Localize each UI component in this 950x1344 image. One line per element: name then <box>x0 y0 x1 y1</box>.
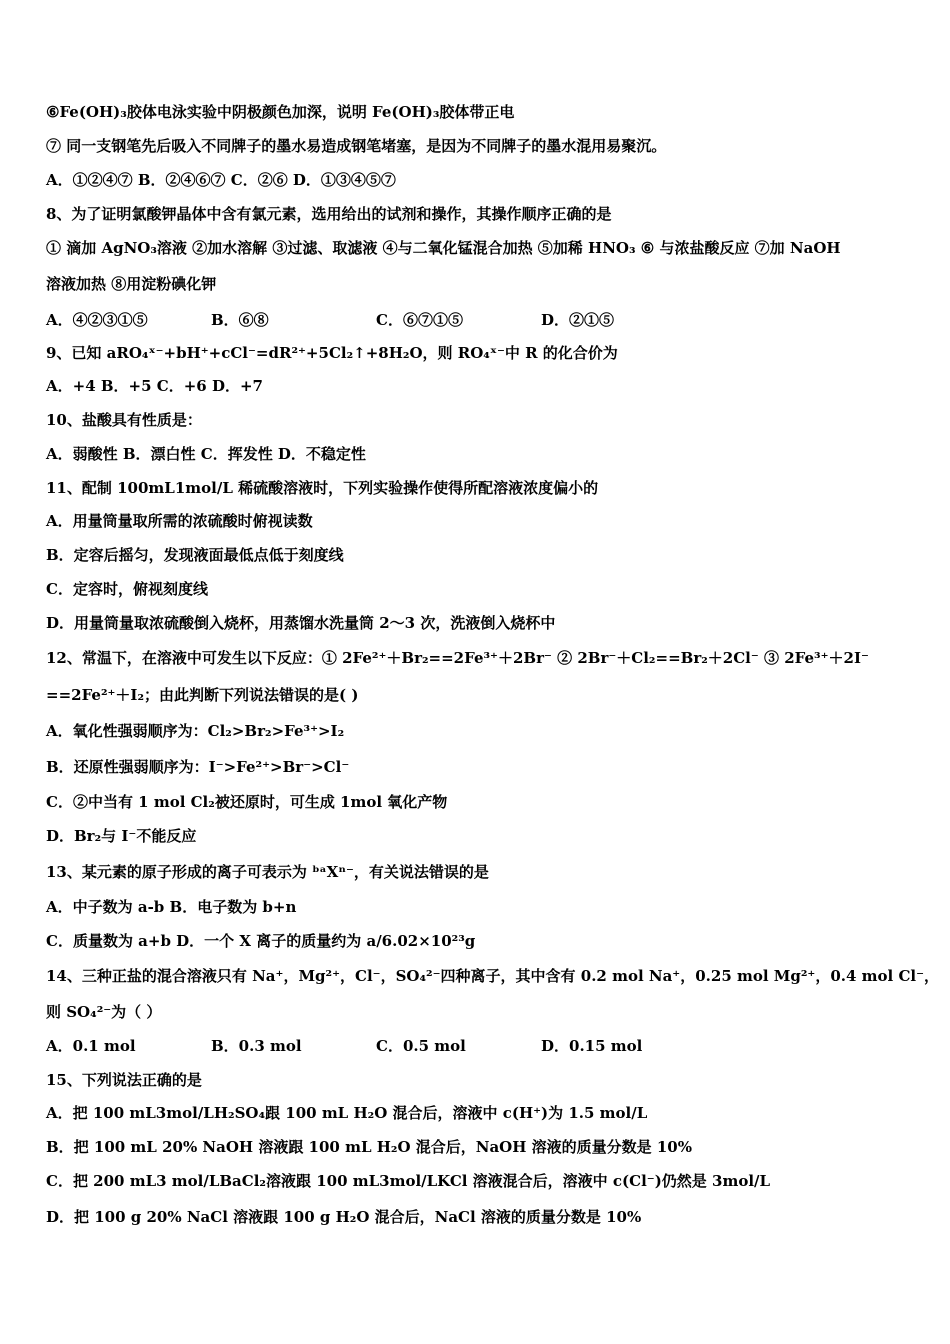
q14-option-b: B．0.3 mol <box>211 1037 302 1055</box>
q8-option-a: A．④②③①⑤ <box>46 311 148 329</box>
q10-options: A．弱酸性 B．漂白性 C．挥发性 D．不稳定性 <box>46 445 366 463</box>
q11-option-d: D．用量筒量取浓硫酸倒入烧杯，用蒸馏水洗量筒 2～3 次，洗液倒入烧杯中 <box>46 614 556 632</box>
q11-option-a: A．用量筒量取所需的浓硫酸时俯视读数 <box>46 512 313 530</box>
q10-stem: 10、盐酸具有性质是： <box>46 411 202 429</box>
q15-option-a: A．把 100 mL3mol/LH₂SO₄跟 100 mL H₂O 混合后，溶液中 c(H⁺)为 1.5 mol/L <box>46 1104 648 1122</box>
q12-option-b: B．还原性强弱顺序为：I⁻>Fe²⁺>Br⁻>Cl⁻ <box>46 758 350 776</box>
q8-option-c: C．⑥⑦①⑤ <box>376 311 463 329</box>
q13-stem: 13、某元素的原子形成的离子可表示为 ᵇᵃXⁿ⁻，有关说法错误的是 <box>46 863 489 881</box>
q13-options-cd: C．质量数为 a+b D．一个 X 离子的质量约为 a/6.02×10²³g <box>46 932 476 950</box>
q15-option-b: B．把 100 mL 20% NaOH 溶液跟 100 mL H₂O 混合后，NaOH 溶液的质量分数是 10% <box>46 1138 692 1156</box>
q11-option-c: C．定容时，俯视刻度线 <box>46 580 208 598</box>
q12-stem-1: 12、常温下，在溶液中可发生以下反应：① 2Fe²⁺＋Br₂==2Fe³⁺＋2Br⁻ ② 2Br⁻＋Cl₂==Br₂＋2Cl⁻ ③ 2Fe³⁺＋2I⁻ <box>46 649 869 667</box>
q7-statement-7: ⑦ 同一支钢笔先后吸入不同牌子的墨水易造成钢笔堵塞，是因为不同牌子的墨水混用易聚沉。 <box>46 137 667 155</box>
q8-option-b: B．⑥⑧ <box>211 311 269 329</box>
q8-stem: 8、为了证明氯酸钾晶体中含有氯元素，选用给出的试剂和操作，其操作顺序正确的是 <box>46 205 612 223</box>
q13-options-ab: A．中子数为 a-b B．电子数为 b+n <box>46 898 297 916</box>
q8-options <box>46 310 910 330</box>
q14-option-a: A．0.1 mol <box>46 1037 136 1055</box>
q11-option-b: B．定容后摇匀，发现液面最低点低于刻度线 <box>46 546 344 564</box>
q14-stem-2: 则 SO₄²⁻为（ ） <box>46 1003 162 1021</box>
q8-operations-2: 溶液加热 ⑧用淀粉碘化钾 <box>46 275 217 293</box>
q9-stem: 9、已知 aRO₄ˣ⁻+bH⁺+cCl⁻=dR²⁺+5Cl₂↑+8H₂O，则 RO₄ˣ⁻中 R 的化合价为 <box>46 344 618 362</box>
q9-options: A．+4 B．+5 C．+6 D．+7 <box>46 377 263 395</box>
q12-option-a: A．氧化性强弱顺序为：Cl₂>Br₂>Fe³⁺>I₂ <box>46 722 345 740</box>
q14-option-c: C．0.5 mol <box>376 1037 466 1055</box>
q14-options <box>46 1036 910 1056</box>
q15-stem: 15、下列说法正确的是 <box>46 1071 202 1089</box>
q8-option-d: D．②①⑤ <box>541 311 615 329</box>
q15-option-d: D．把 100 g 20% NaCl 溶液跟 100 g H₂O 混合后，NaCl 溶液的质量分数是 10% <box>46 1208 642 1226</box>
q14-option-d: D．0.15 mol <box>541 1037 643 1055</box>
q8-operations-1: ① 滴加 AgNO₃溶液 ②加水溶解 ③过滤、取滤液 ④与二氧化锰混合加热 ⑤加稀 HNO₃ ⑥ 与浓盐酸反应 ⑦加 NaOH <box>46 239 841 257</box>
q14-stem-1: 14、三种正盐的混合溶液只有 Na⁺，Mg²⁺，Cl⁻，SO₄²⁻四种离子，其中含有 0.2 mol Na⁺，0.25 mol Mg²⁺，0.4 mol Cl⁻， <box>46 967 940 985</box>
q15-option-c: C．把 200 mL3 mol/LBaCl₂溶液跟 100 mL3mol/LKCl 溶液混合后，溶液中 c(Cl⁻)仍然是 3mol/L <box>46 1172 771 1190</box>
q12-option-d: D．Br₂与 I⁻不能反应 <box>46 827 197 845</box>
q11-stem: 11、配制 100mL1mol/L 稀硫酸溶液时，下列实验操作使得所配溶液浓度偏小的 <box>46 479 599 497</box>
q7-statement-6: ⑥Fe(OH)₃胶体电泳实验中阴极颜色加深，说明 Fe(OH)₃胶体带正电 <box>46 103 515 121</box>
q7-options: A．①②④⑦ B．②④⑥⑦ C．②⑥ D．①③④⑤⑦ <box>46 171 396 189</box>
q12-stem-2: ==2Fe²⁺＋I₂；由此判断下列说法错误的是( ) <box>46 686 359 704</box>
q12-option-c: C．②中当有 1 mol Cl₂被还原时，可生成 1mol 氧化产物 <box>46 793 448 811</box>
